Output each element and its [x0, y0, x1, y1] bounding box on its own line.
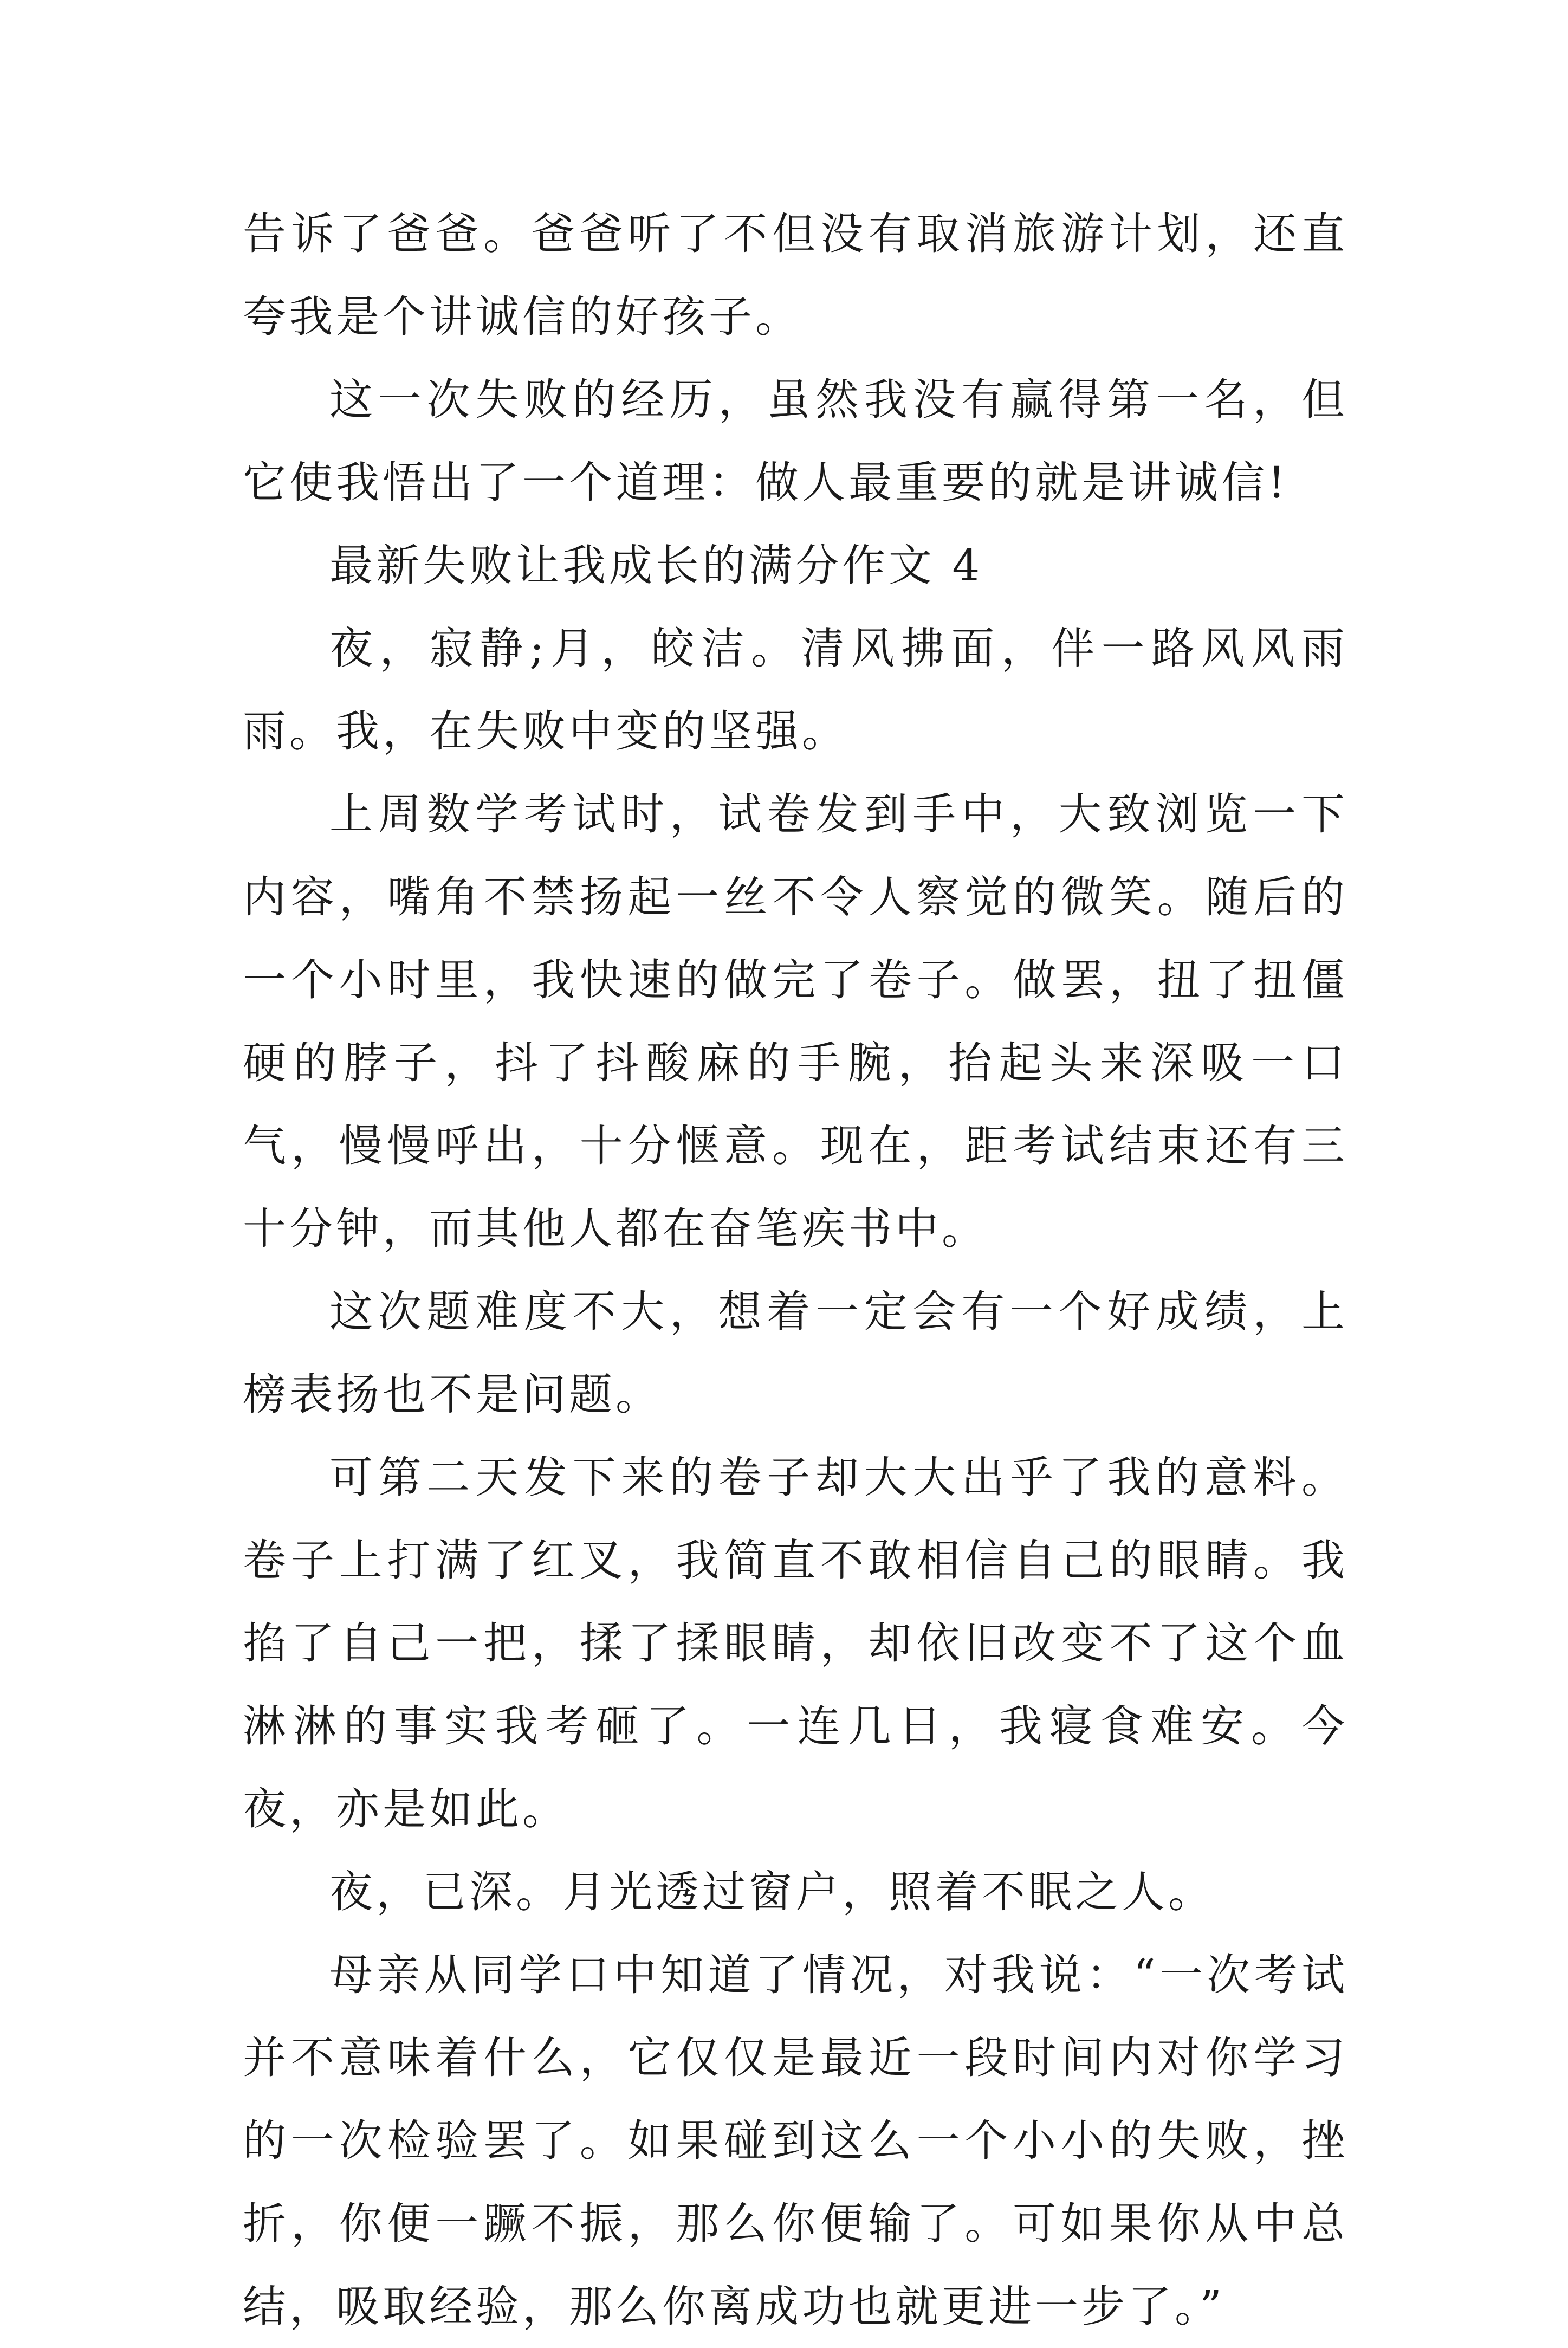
paragraph-exam: 上周数学考试时，试卷发到手中，大致浏览一下内容，嘴角不禁扬起一丝不令人察觉的微笑。随后的一个小时里，我快速的做完了卷子。做罢，扭了扭僵硬的脖子，抖了抖酸麻的手腕，抬起头来深吸一口气，慢慢呼出，十分惬意。现在，距考试结束还有三十分钟，而其他人都在奋笔疾书中。 — [243, 789, 1348, 1254]
paragraph-late-night: 夜，已深。月光透过窗户，照着不眠之人。 — [329, 1867, 1215, 1917]
paragraph-lesson: 这一次失败的经历，虽然我没有赢得第一名，但它使我悟出了一个道理：做人最重要的就是讲诚信! — [243, 374, 1348, 508]
essay-body — [243, 192, 1348, 2348]
paragraph-night: 夜，寂静;月，皎洁。清风拂面，伴一路风风雨雨。我，在失败中变的坚强。 — [243, 623, 1348, 756]
paragraph-continuation: 告诉了爸爸。爸爸听了不但没有取消旅游计划，还直夸我是个讲诚信的好孩子。 — [243, 209, 1348, 342]
paragraph-mother: 母亲从同学口中知道了情况，对我说：“一次考试并不意味着什么，它仅仅是最近一段时间内对你学习的一次检验罢了。如果碰到这么一个小小的失败，挫折，你便一蹶不振，那么你便输了。可如果你从中总结，吸取经验，那么你离成功也就更进一步了。” — [243, 1950, 1348, 2332]
paragraph-expectation: 这次题难度不大，想着一定会有一个好成绩，上榜表扬也不是问题。 — [243, 1286, 1348, 1420]
paragraph-result: 可第二天发下来的卷子却大大出乎了我的意料。卷子上打满了红叉，我简直不敢相信自己的眼睛。我掐了自己一把，揉了揉眼睛，却依旧改变不了这个血淋淋的事实我考砸了。一连几日，我寝食难安。今夜，亦是如此。 — [243, 1452, 1348, 1834]
essay-title: 最新失败让我成长的满分作文 4 — [329, 540, 983, 591]
